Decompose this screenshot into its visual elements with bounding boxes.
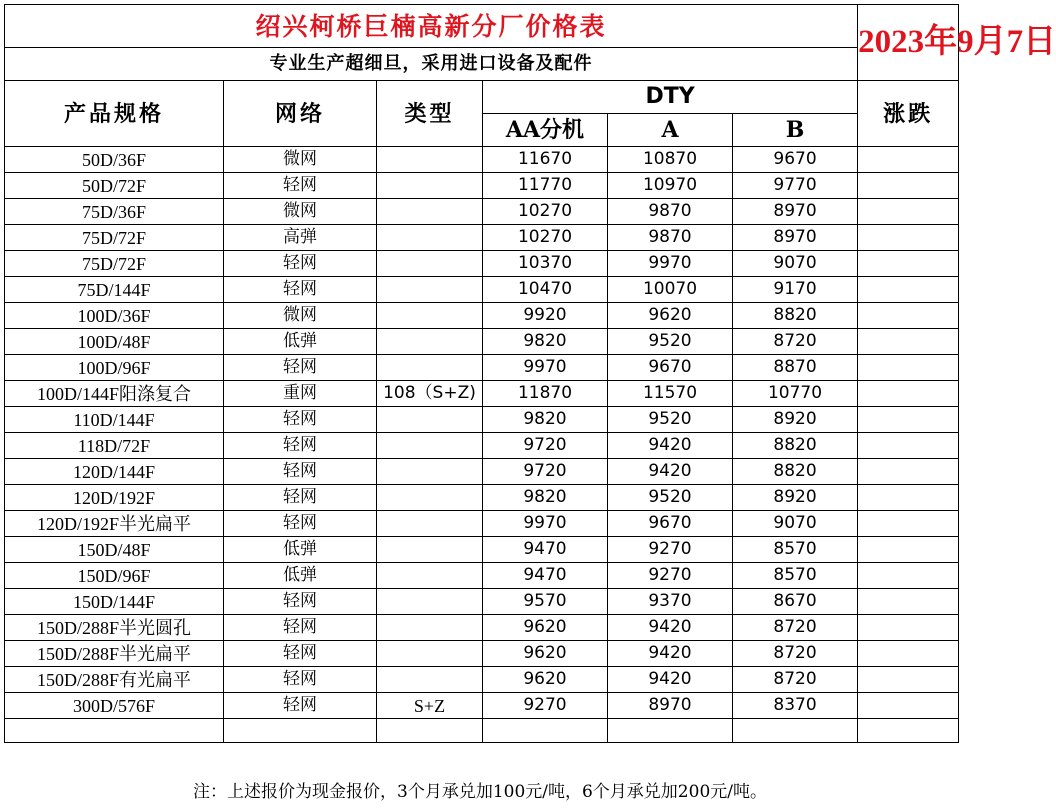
spec-cell: 50D/36F [5, 147, 224, 173]
change-cell [858, 615, 959, 641]
price-a-cell: 10870 [608, 147, 733, 173]
price-aa-cell: 9570 [483, 589, 608, 615]
table-row [5, 511, 959, 537]
col-header-b: B [733, 114, 858, 147]
price-a-cell: 9670 [608, 511, 733, 537]
net-cell: 轻网 [224, 459, 377, 485]
price-b-cell: 8720 [733, 641, 858, 667]
spec-cell: 150D/288F有光扁平 [5, 667, 224, 693]
table-row [5, 407, 959, 433]
table-row [5, 719, 959, 743]
table-row [5, 277, 959, 303]
change-cell [858, 589, 959, 615]
type-cell [377, 303, 483, 329]
net-cell: 轻网 [224, 641, 377, 667]
spec-cell: 75D/72F [5, 251, 224, 277]
table-row [5, 459, 959, 485]
net-cell: 轻网 [224, 589, 377, 615]
spec-cell: 118D/72F [5, 433, 224, 459]
change-cell [858, 355, 959, 381]
table-row [5, 537, 959, 563]
price-b-cell: 8370 [733, 693, 858, 719]
price-a-cell: 9620 [608, 303, 733, 329]
table-row [5, 433, 959, 459]
change-cell [858, 537, 959, 563]
price-a-cell: 8970 [608, 693, 733, 719]
price-b-cell: 8720 [733, 667, 858, 693]
change-cell [858, 563, 959, 589]
price-b-cell: 9170 [733, 277, 858, 303]
price-a-cell: 10970 [608, 173, 733, 199]
spec-cell: 75D/144F [5, 277, 224, 303]
price-b-cell: 8970 [733, 199, 858, 225]
price-b-cell: 8720 [733, 615, 858, 641]
col-header-net: 网络 [224, 81, 377, 147]
type-cell [377, 719, 483, 743]
price-sheet [4, 4, 1056, 743]
price-aa-cell: 11870 [483, 381, 608, 407]
price-b-cell [733, 719, 858, 743]
net-cell: 轻网 [224, 407, 377, 433]
spec-cell: 150D/96F [5, 563, 224, 589]
table-row [5, 589, 959, 615]
type-cell [377, 641, 483, 667]
type-cell [377, 147, 483, 173]
table-row [5, 251, 959, 277]
change-cell [858, 251, 959, 277]
change-cell [858, 225, 959, 251]
change-cell [858, 407, 959, 433]
spec-cell: 150D/48F [5, 537, 224, 563]
price-aa-cell: 9620 [483, 615, 608, 641]
change-cell [858, 433, 959, 459]
change-cell [858, 485, 959, 511]
spec-cell: 120D/144F [5, 459, 224, 485]
change-cell [858, 693, 959, 719]
price-aa-cell [483, 719, 608, 743]
price-aa-cell: 9820 [483, 407, 608, 433]
price-b-cell: 9670 [733, 147, 858, 173]
price-b-cell: 9070 [733, 251, 858, 277]
spec-cell: 75D/72F [5, 225, 224, 251]
price-b-cell: 10770 [733, 381, 858, 407]
price-a-cell: 10070 [608, 277, 733, 303]
price-aa-cell: 9720 [483, 459, 608, 485]
price-aa-cell: 9470 [483, 563, 608, 589]
net-cell: 低弹 [224, 537, 377, 563]
price-a-cell: 9670 [608, 355, 733, 381]
change-cell [858, 667, 959, 693]
price-aa-cell: 9470 [483, 537, 608, 563]
net-cell: 轻网 [224, 511, 377, 537]
change-cell [858, 277, 959, 303]
change-cell [858, 199, 959, 225]
type-cell [377, 173, 483, 199]
table-row [5, 485, 959, 511]
price-aa-cell: 9820 [483, 329, 608, 355]
col-header-aa: AA分机 [483, 114, 608, 147]
price-a-cell: 11570 [608, 381, 733, 407]
net-cell: 轻网 [224, 173, 377, 199]
spec-cell: 100D/144F阳涤复合 [5, 381, 224, 407]
type-cell [377, 251, 483, 277]
spec-cell: 100D/36F [5, 303, 224, 329]
price-aa-cell: 10270 [483, 199, 608, 225]
change-cell [858, 511, 959, 537]
net-cell: 低弹 [224, 329, 377, 355]
price-b-cell: 8970 [733, 225, 858, 251]
sheet-subtitle: 专业生产超细旦，采用进口设备及配件 [5, 48, 858, 81]
price-table [4, 4, 1056, 743]
table-row [5, 199, 959, 225]
price-b-cell: 9070 [733, 511, 858, 537]
spec-cell: 100D/48F [5, 329, 224, 355]
price-aa-cell: 11670 [483, 147, 608, 173]
net-cell: 轻网 [224, 355, 377, 381]
change-cell [858, 459, 959, 485]
type-cell [377, 329, 483, 355]
price-b-cell: 8570 [733, 537, 858, 563]
net-cell: 微网 [224, 147, 377, 173]
price-a-cell: 9970 [608, 251, 733, 277]
price-a-cell: 9420 [608, 667, 733, 693]
net-cell: 微网 [224, 303, 377, 329]
change-cell [858, 173, 959, 199]
type-cell: 108（S+Z) [377, 381, 483, 407]
change-cell [858, 303, 959, 329]
price-aa-cell: 9620 [483, 667, 608, 693]
spec-cell: 150D/288F半光圆孔 [5, 615, 224, 641]
type-cell [377, 277, 483, 303]
net-cell: 轻网 [224, 485, 377, 511]
net-cell: 重网 [224, 381, 377, 407]
price-aa-cell: 11770 [483, 173, 608, 199]
price-a-cell: 9420 [608, 641, 733, 667]
price-a-cell: 9870 [608, 225, 733, 251]
change-cell [858, 329, 959, 355]
type-cell [377, 485, 483, 511]
type-cell [377, 407, 483, 433]
type-cell [377, 615, 483, 641]
type-cell [377, 537, 483, 563]
price-b-cell: 8570 [733, 563, 858, 589]
price-aa-cell: 9920 [483, 303, 608, 329]
change-cell [858, 147, 959, 173]
type-cell [377, 511, 483, 537]
price-aa-cell: 9970 [483, 511, 608, 537]
price-a-cell: 9270 [608, 537, 733, 563]
price-a-cell: 9420 [608, 459, 733, 485]
price-b-cell: 8720 [733, 329, 858, 355]
price-a-cell: 9520 [608, 485, 733, 511]
spec-cell: 120D/192F半光扁平 [5, 511, 224, 537]
table-row [5, 641, 959, 667]
price-a-cell: 9520 [608, 329, 733, 355]
sheet-title: 绍兴柯桥巨楠高新分厂价格表 [5, 5, 858, 48]
price-aa-cell: 9620 [483, 641, 608, 667]
price-aa-cell: 10470 [483, 277, 608, 303]
price-aa-cell: 9970 [483, 355, 608, 381]
table-row [5, 355, 959, 381]
price-aa-cell: 10270 [483, 225, 608, 251]
price-b-cell: 9770 [733, 173, 858, 199]
table-row [5, 147, 959, 173]
table-row [5, 329, 959, 355]
spec-cell: 50D/72F [5, 173, 224, 199]
col-header-spec: 产品规格 [5, 81, 224, 147]
price-a-cell: 9420 [608, 615, 733, 641]
table-row [5, 303, 959, 329]
price-a-cell: 9270 [608, 563, 733, 589]
change-cell [858, 381, 959, 407]
price-aa-cell: 9720 [483, 433, 608, 459]
spec-cell [5, 719, 224, 743]
table-row [5, 563, 959, 589]
net-cell: 轻网 [224, 693, 377, 719]
table-row [5, 667, 959, 693]
table-row [5, 693, 959, 719]
spec-cell: 120D/192F [5, 485, 224, 511]
type-cell [377, 563, 483, 589]
col-header-dty: DTY [483, 81, 858, 114]
net-cell: 轻网 [224, 251, 377, 277]
price-a-cell: 9870 [608, 199, 733, 225]
table-row [5, 173, 959, 199]
net-cell [224, 719, 377, 743]
price-date: 2023年9月7日 [858, 5, 959, 81]
type-cell [377, 667, 483, 693]
price-aa-cell: 9270 [483, 693, 608, 719]
price-b-cell: 8820 [733, 433, 858, 459]
type-cell: S+Z [377, 693, 483, 719]
spec-cell: 150D/288F半光扁平 [5, 641, 224, 667]
price-b-cell: 8820 [733, 303, 858, 329]
spec-cell: 110D/144F [5, 407, 224, 433]
col-header-change: 涨跌 [858, 81, 959, 147]
price-b-cell: 8920 [733, 485, 858, 511]
type-cell [377, 459, 483, 485]
price-b-cell: 8670 [733, 589, 858, 615]
price-b-cell: 8920 [733, 407, 858, 433]
table-row [5, 381, 959, 407]
spec-cell: 150D/144F [5, 589, 224, 615]
type-cell [377, 225, 483, 251]
net-cell: 低弹 [224, 563, 377, 589]
price-aa-cell: 9820 [483, 485, 608, 511]
change-cell [858, 641, 959, 667]
net-cell: 轻网 [224, 277, 377, 303]
type-cell [377, 589, 483, 615]
net-cell: 轻网 [224, 615, 377, 641]
net-cell: 高弹 [224, 225, 377, 251]
type-cell [377, 355, 483, 381]
type-cell [377, 199, 483, 225]
net-cell: 轻网 [224, 433, 377, 459]
price-b-cell: 8870 [733, 355, 858, 381]
table-row [5, 615, 959, 641]
price-b-cell: 8820 [733, 459, 858, 485]
table-row [5, 225, 959, 251]
type-cell [377, 433, 483, 459]
footnote: 注：上述报价为现金报价，3个月承兑加100元/吨，6个月承兑加200元/吨。 [193, 782, 767, 802]
spec-cell: 100D/96F [5, 355, 224, 381]
price-a-cell: 9520 [608, 407, 733, 433]
col-header-a: A [608, 114, 733, 147]
price-a-cell: 9420 [608, 433, 733, 459]
price-a-cell: 9370 [608, 589, 733, 615]
net-cell: 轻网 [224, 667, 377, 693]
spec-cell: 75D/36F [5, 199, 224, 225]
spec-cell: 300D/576F [5, 693, 224, 719]
price-aa-cell: 10370 [483, 251, 608, 277]
net-cell: 微网 [224, 199, 377, 225]
col-header-type: 类型 [377, 81, 483, 147]
change-cell [858, 719, 959, 743]
price-a-cell [608, 719, 733, 743]
